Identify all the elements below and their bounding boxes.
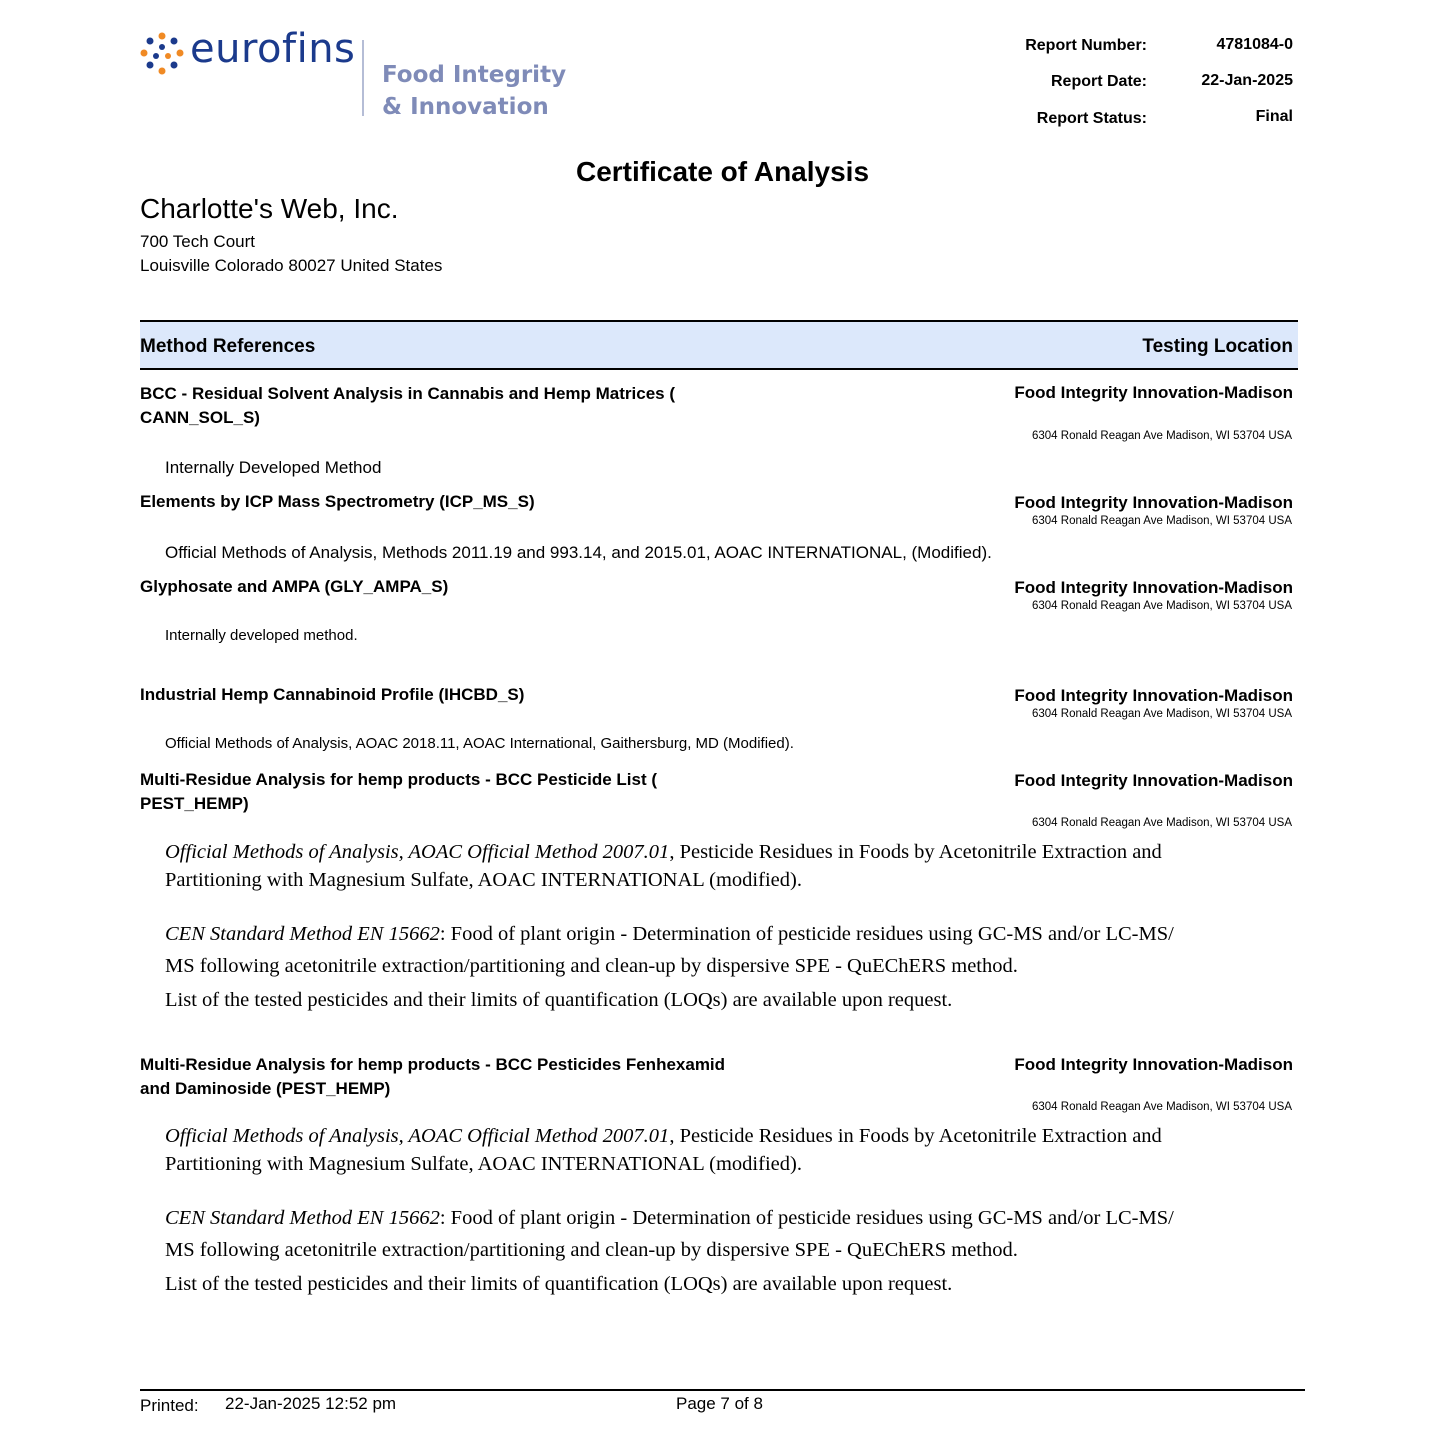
method-title: Multi-Residue Analysis for hemp products - BCC Pesticide List ( PEST_HEMP) xyxy=(140,770,657,813)
method-description: Official Methods of Analysis, Methods 2011.19 and 993.14, and 2015.01, AOAC INTERNATIONAL, (Modified). xyxy=(165,543,992,562)
footer-printed-label: Printed: xyxy=(140,1396,199,1415)
method-reference-cen-line2: MS following acetonitrile extraction/partitioning and clean-up by dispersive SPE - QuEChERS method. xyxy=(165,1239,1018,1261)
report-date-value: 22-Jan-2025 xyxy=(1201,72,1293,89)
eurofins-logo-icon xyxy=(140,32,184,76)
report-date-label: Report Date: xyxy=(1050,73,1147,90)
report-number-label: Report Number: xyxy=(1025,37,1147,54)
client-address-line1: 700 Tech Court xyxy=(140,232,255,251)
page-title: Certificate of Analysis xyxy=(575,156,870,187)
method-location-address: 6304 Ronald Reagan Ave Madison, WI 53704 USA xyxy=(1032,600,1292,612)
footer-page-number: Page 7 of 8 xyxy=(676,1394,763,1413)
method-reference-loq-note: List of the tested pesticides and their limits of quantification (LOQs) are available upon request. xyxy=(165,1273,953,1295)
method-location: Food Integrity Innovation-Madison xyxy=(1014,686,1293,705)
method-reference-aoac-line2: Partitioning with Magnesium Sulfate, AOAC INTERNATIONAL (modified). xyxy=(165,869,802,891)
logo-subtitle-line1: Food Integrity xyxy=(382,62,567,88)
method-description: Internally Developed Method xyxy=(165,458,382,477)
method-location-address: 6304 Ronald Reagan Ave Madison, WI 53704 USA xyxy=(1032,708,1292,720)
method-location: Food Integrity Innovation-Madison xyxy=(1014,1055,1293,1074)
method-location: Food Integrity Innovation-Madison xyxy=(1014,493,1293,512)
method-reference-aoac: Official Methods of Analysis, AOAC Official Method 2007.01, Pesticide Residues in Foods by Acetonitrile Extraction and xyxy=(165,841,1162,863)
method-reference-aoac-line2: Partitioning with Magnesium Sulfate, AOAC INTERNATIONAL (modified). xyxy=(165,1153,802,1175)
footer-rule xyxy=(140,1389,1305,1391)
client-address-line2: Louisville Colorado 80027 United States xyxy=(140,256,443,275)
method-location-address: 6304 Ronald Reagan Ave Madison, WI 53704 USA xyxy=(1032,1101,1292,1113)
method-reference-loq-note: List of the tested pesticides and their limits of quantification (LOQs) are available upon request. xyxy=(165,989,953,1011)
method-location: Food Integrity Innovation-Madison xyxy=(1014,578,1293,597)
method-location-address: 6304 Ronald Reagan Ave Madison, WI 53704 USA xyxy=(1032,430,1292,442)
header-bottom-rule xyxy=(140,368,1298,370)
method-title: Multi-Residue Analysis for hemp products - BCC Pesticides Fenhexamid and Daminoside (PEST_HEMP) xyxy=(140,1055,726,1098)
method-location-address: 6304 Ronald Reagan Ave Madison, WI 53704 USA xyxy=(1032,515,1292,527)
method-location: Food Integrity Innovation-Madison xyxy=(1014,383,1293,402)
header-testing-location: Testing Location xyxy=(1142,336,1293,357)
method-location: Food Integrity Innovation-Madison xyxy=(1014,771,1293,790)
report-number-value: 4781084-0 xyxy=(1216,36,1293,53)
method-description: Internally developed method. xyxy=(165,627,358,644)
method-reference-cen: CEN Standard Method EN 15662: Food of plant origin - Determination of pesticide residues using GC-MS and/or LC-MS/ xyxy=(165,923,1174,945)
method-title: Elements by ICP Mass Spectrometry (ICP_MS_S) xyxy=(140,492,535,511)
logo-wordmark: eurofins xyxy=(190,26,356,72)
method-reference-cen: CEN Standard Method EN 15662: Food of plant origin - Determination of pesticide residues using GC-MS and/or LC-MS/ xyxy=(165,1207,1174,1229)
footer-printed-value: 22-Jan-2025 12:52 pm xyxy=(225,1394,397,1413)
method-title: Glyphosate and AMPA (GLY_AMPA_S) xyxy=(140,577,449,596)
logo-divider xyxy=(362,40,364,116)
method-description: Official Methods of Analysis, AOAC 2018.11, AOAC International, Gaithersburg, MD (Modified). xyxy=(165,735,794,752)
report-status-value: Final xyxy=(1255,108,1293,125)
report-status-label: Report Status: xyxy=(1036,110,1147,127)
method-reference-aoac: Official Methods of Analysis, AOAC Official Method 2007.01, Pesticide Residues in Foods by Acetonitrile Extraction and xyxy=(165,1125,1162,1147)
method-title: BCC - Residual Solvent Analysis in Cannabis and Hemp Matrices ( CANN_SOL_S) xyxy=(140,384,675,427)
method-location-address: 6304 Ronald Reagan Ave Madison, WI 53704 USA xyxy=(1032,817,1292,829)
logo-subtitle-line2: & Innovation xyxy=(382,94,549,120)
method-reference-cen-line2: MS following acetonitrile extraction/partitioning and clean-up by dispersive SPE - QuEChERS method. xyxy=(165,955,1018,977)
method-title: Industrial Hemp Cannabinoid Profile (IHCBD_S) xyxy=(140,685,525,704)
client-name: Charlotte's Web, Inc. xyxy=(140,193,399,224)
header-method-references: Method References xyxy=(140,336,316,357)
